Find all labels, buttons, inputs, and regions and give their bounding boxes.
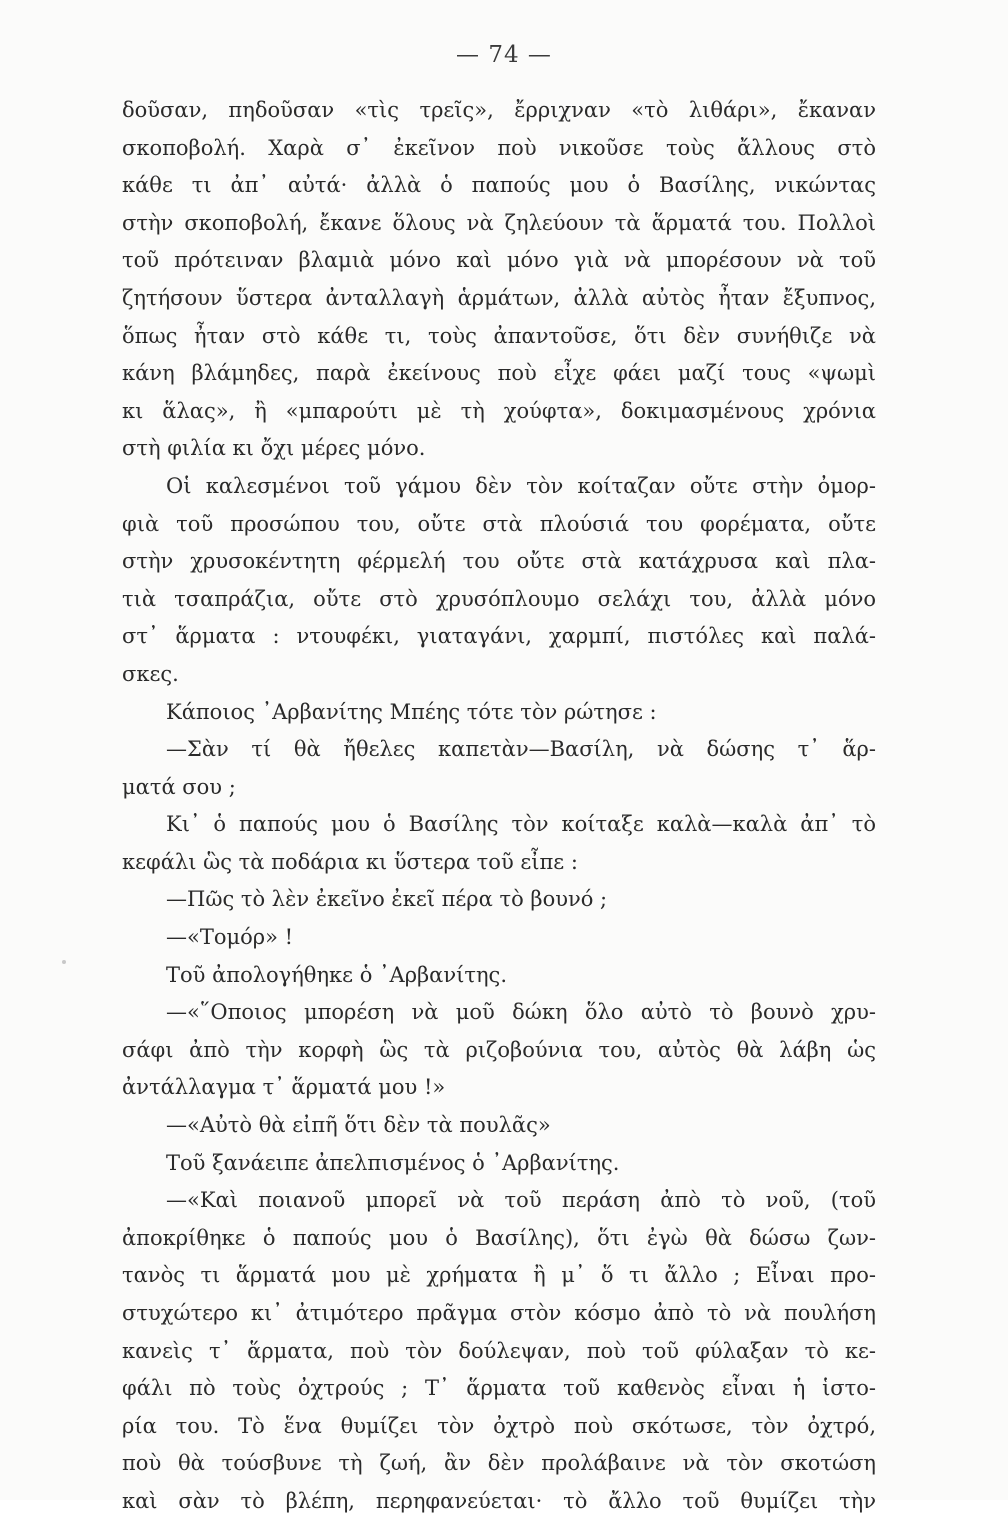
text-line: —«Αὐτὸ θὰ εἰπῆ ὅτι δὲν τὰ πουλᾶς» xyxy=(166,1113,551,1138)
text-line: δοῦσαν, πηδοῦσαν «τὶς τρεῖς», ἔρριχναν «τὸ λιθάρι», ἔκαναν xyxy=(122,98,876,122)
text-line: Τοῦ ἀπολογήθηκε ὁ ᾿Αρβανίτης. xyxy=(166,962,507,987)
text-line: φάλι πὸ τοὺς ὀχτρούς ; Τ᾿ ἅρματα τοῦ καθενὸς εἶναι ἡ ἱστο- xyxy=(122,1376,876,1401)
text-line: τιὰ τσαπράζια, οὔτε στὸ χρυσόπλουμο σελάχι του, ἀλλὰ μόνο xyxy=(122,586,876,611)
text-line: —«῞Οποιος μπορέση νὰ μοῦ δώκη ὅλο αὐτὸ τὸ βουνὸ χρυ- xyxy=(166,1000,876,1025)
text-line: στὴν σκοποβολή, ἔκανε ὅλους νὰ ζηλεύουν τὰ ἅρματά του. Πολλοὶ xyxy=(122,210,876,235)
text-line: ἀντάλλαγμα τ᾿ ἅρματά μου !» xyxy=(122,1075,446,1100)
text-line: ματά σου ; xyxy=(122,774,236,799)
text-line: τοῦ πρότειναν βλαμιὰ μόνο καὶ μόνο γιὰ νὰ μπορέσουν νὰ τοῦ xyxy=(122,248,876,273)
text-line: στ᾿ ἅρματα : ντουφέκι, γιαταγάνι, χαρμπί, πιστόλες καὶ παλά- xyxy=(122,624,876,649)
text-line: κι ἅλας», ἢ «μπαρούτι μὲ τὴ χούφτα», δοκιμασμένους χρόνια xyxy=(122,398,876,423)
page-number: — 74 — xyxy=(456,42,552,68)
text-line: ὅπως ἦταν στὸ κάθε τι, τοὺς ἀπαντοῦσε, ὅτι δὲν συνήθιζε νὰ xyxy=(122,323,876,348)
text-line: τανὸς τι ἅρματά μου μὲ χρήματα ἢ μ᾿ ὅ τι ἄλλο ; Εἶναι προ- xyxy=(122,1263,876,1288)
text-line: —Πῶς τὸ λὲν ἐκεῖνο ἐκεῖ πέρα τὸ βουνό ; xyxy=(166,887,608,912)
text-line: καὶ σὰν τὸ βλέπη, περηφανεύεται· τὸ ἄλλο τοῦ θυμίζει τὴν xyxy=(122,1488,876,1513)
text-line: στὴν χρυσοκέντητη φέρμελή του οὔτε στὰ κατάχρυσα καὶ πλα- xyxy=(122,549,876,574)
text-line: σάφι ἀπὸ τὴν κορφὴ ὣς τὰ ριζοβούνια του, αὐτὸς θὰ λάβη ὡς xyxy=(122,1037,876,1062)
text-line: ἀποκρίθηκε ὁ παπούς μου ὁ Βασίλης), ὅτι ἐγὼ θὰ δώσω ζων- xyxy=(122,1225,876,1250)
text-line: σκοποβολή. Χαρὰ σ᾿ ἐκεῖνον ποὺ νικοῦσε τοὺς ἄλλους στὸ xyxy=(122,135,876,160)
scan-speck xyxy=(62,960,66,964)
text-line: —«Τομόρ» ! xyxy=(166,925,294,950)
text-line: κάθε τι ἀπ᾿ αὐτά· ἀλλὰ ὁ παπούς μου ὁ Βασίλης, νικώντας xyxy=(122,173,876,198)
text-line: σκες. xyxy=(122,661,179,686)
text-line: ζητήσουν ὕστερα ἀνταλλαγὴ ἁρμάτων, ἀλλὰ αὐτὸς ἦταν ἔξυπνος, xyxy=(122,285,876,310)
text-line: κανεὶς τ᾿ ἅρματα, ποὺ τὸν δούλεψαν, ποὺ τοῦ φύλαξαν τὸ κε- xyxy=(122,1338,876,1363)
text-line: Κι᾿ ὁ παπούς μου ὁ Βασίλης τὸν κοίταξε καλὰ—καλὰ ἀπ᾿ τὸ xyxy=(166,812,876,837)
text-line: —«Καὶ ποιανοῦ μπορεῖ νὰ τοῦ περάση ἀπὸ τὸ νοῦ, (τοῦ xyxy=(166,1188,876,1213)
body-text xyxy=(122,92,876,1521)
text-line: Κάποιος ᾿Αρβανίτης Μπέης τότε τὸν ρώτησε : xyxy=(166,699,657,724)
text-line: Οἱ καλεσμένοι τοῦ γάμου δὲν τὸν κοίταζαν οὔτε στὴν ὀμορ- xyxy=(166,473,876,498)
text-line: —Σὰν τί θὰ ἤθελες καπετὰν—Βασίλη, νὰ δώσης τ᾿ ἅρ- xyxy=(166,737,876,762)
text-line: ποὺ θὰ τούσβυνε τὴ ζωή, ἂν δὲν προλάβαινε νὰ τὸν σκοτώση xyxy=(122,1451,876,1476)
text-line: φιὰ τοῦ προσώπου του, οὔτε στὰ πλούσιά του φορέματα, οὔτε xyxy=(122,511,876,536)
text-line: κεφάλι ὣς τὰ ποδάρια κι ὕστερα τοῦ εἶπε : xyxy=(122,849,578,874)
text-line: κάνη βλάμηδες, παρὰ ἐκείνους ποὺ εἶχε φάει μαζί τους «ψωμὶ xyxy=(122,361,876,386)
text-line: στυχώτερο κι᾿ ἀτιμότερο πρᾶγμα στὸν κόσμο ἀπὸ τὸ νὰ πουλήση xyxy=(122,1301,876,1325)
text-line: ρία του. Τὸ ἕνα θυμίζει τὸν ὀχτρὸ ποὺ σκότωσε, τὸν ὀχτρό, xyxy=(122,1413,876,1438)
text-line: Τοῦ ξανάειπε ἀπελπισμένος ὁ ᾿Αρβανίτης. xyxy=(166,1150,620,1175)
text-line: στὴ φιλία κι ὄχι μέρες μόνο. xyxy=(122,436,426,461)
